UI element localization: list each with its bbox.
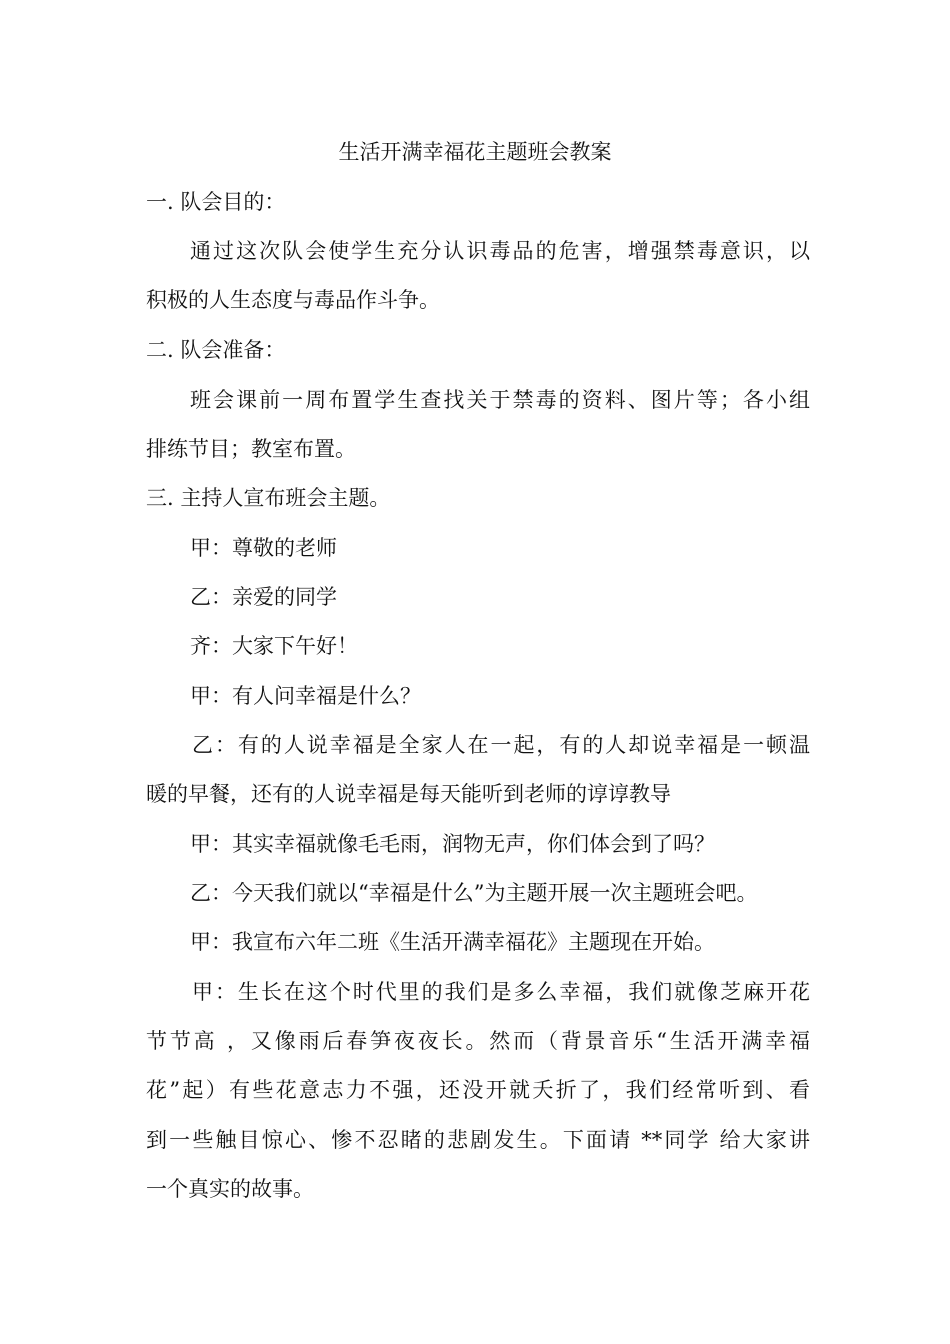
dialogue-line: 乙：今天我们就以“幸福是什么”为主题开展一次主题班会吧。: [190, 881, 758, 905]
dialogue-line: 乙：亲爱的同学: [190, 585, 337, 609]
paragraph-line: 班会课前一周布置学生查找关于禁毒的资料、图片等；各小组: [190, 388, 810, 412]
dialogue-line: 甲：尊敬的老师: [190, 536, 337, 560]
document-title: 生活开满幸福花主题班会教案: [338, 140, 612, 164]
dialogue-line: 暖的早餐，还有的人说幸福是每天能听到老师的谆谆教导: [146, 782, 671, 806]
dialogue-line: 甲：生长在这个时代里的我们是多么幸福，我们就像芝麻开花: [192, 980, 810, 1004]
paragraph-line: 节节高 ，又像雨后春笋夜夜长。然而（背景音乐“生活开满幸福: [146, 1029, 810, 1053]
dialogue-line: 甲：其实幸福就像毛毛雨，润物无声，你们体会到了吗？: [190, 832, 715, 856]
paragraph-line: 积极的人生态度与毒品作斗争。: [146, 288, 440, 312]
dialogue-line: 甲：我宣布六年二班《生活开满幸福花》主题现在开始。: [190, 930, 715, 954]
section-heading-purpose: 一. 队会目的：: [146, 190, 286, 214]
paragraph-line: 通过这次队会使学生充分认识毒品的危害，增强禁毒意识，以: [190, 239, 810, 263]
dialogue-line: 齐：大家下午好！: [190, 634, 358, 658]
paragraph-line: 花”起）有些花意志力不强，还没开就夭折了，我们经常听到、看: [146, 1078, 810, 1102]
section-heading-preparation: 二. 队会准备：: [146, 338, 286, 362]
dialogue-line: 甲：有人问幸福是什么？: [190, 684, 421, 708]
paragraph-line: 一个真实的故事。: [146, 1177, 314, 1201]
paragraph-line: 排练节目；教室布置。: [146, 437, 356, 461]
paragraph-line: 到一些触目惊心、惨不忍睹的悲剧发生。下面请 **同学 给大家讲: [146, 1128, 810, 1152]
dialogue-line: 乙：有的人说幸福是全家人在一起，有的人却说幸福是一顿温: [192, 733, 810, 757]
section-heading-host: 三. 主持人宣布班会主题。: [146, 486, 391, 510]
